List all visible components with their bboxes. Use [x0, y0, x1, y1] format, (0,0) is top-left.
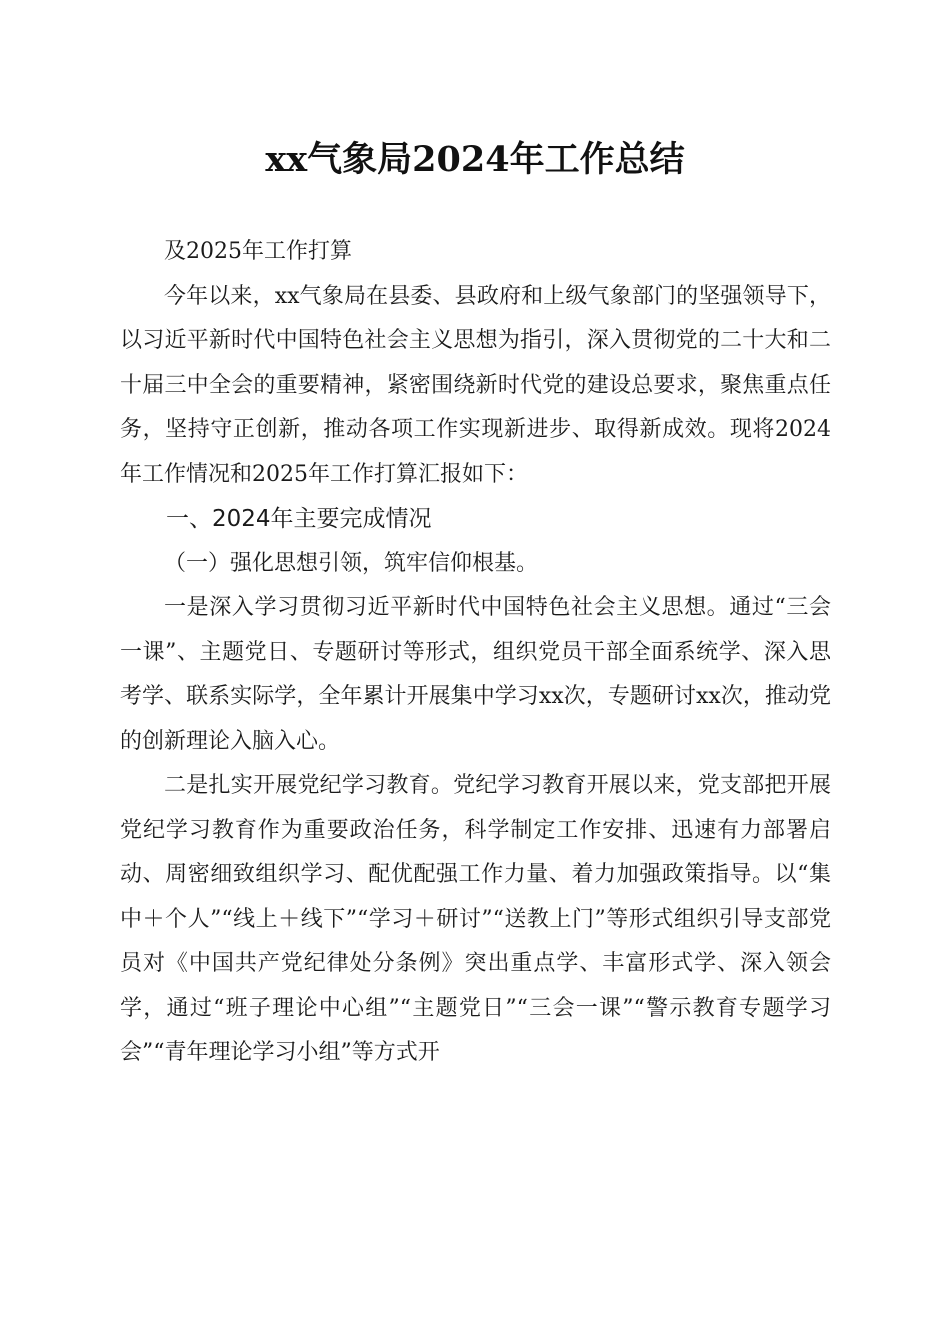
document-title: xx气象局2024年工作总结 — [265, 139, 685, 180]
item-lead-1: 一是深入学习贯彻习近平新时代中国特色社会主义思想。 — [164, 595, 730, 620]
item-paragraph-1 — [120, 586, 831, 764]
document-subtitle: 及2025年工作打算 — [164, 239, 352, 264]
subsection-heading-1: （一）强化思想引领，筑牢信仰根基。 — [164, 550, 539, 576]
item-text-1: 通过“三会一课”、主题党日、专题研讨等形式，组织党员干部全面系统学、深入思考学、联系实际学，全年累计开展集中学习xx次，专题研讨xx次，推动党的创新理论入脑入心。 — [120, 595, 831, 754]
item-text-2: 党纪学习教育开展以来，党支部把开展党纪学习教育作为重要政治任务，科学制定工作安排、迅速有力部署启动、周密细致组织学习、配优配强工作力量、着力加强政策指导。以“集中＋个人”“线上＋线下”“学习＋研讨”“送教上门”等形式组织引导支部党员对《中国共产党纪律处分条例》突出重点学、丰富形式学、深入领会学，通过“班子理论中心组”“主题党日”“三会一课”“警示教育专题学习会”“青年理论学习小组”等方式开 — [120, 773, 831, 1065]
intro-paragraph: 今年以来，xx气象局在县委、县政府和上级气象部门的坚强领导下，以习近平新时代中国特色社会主义思想为指引，深入贯彻党的二十大和二十届三中全会的重要精神，紧密围绕新时代党的建设总要求，聚焦重点任务，坚持守正创新，推动各项工作实现新进步、取得新成效。现将2024年工作情况和2025年工作打算汇报如下： — [120, 283, 831, 487]
item-paragraph-2 — [120, 764, 831, 1076]
document-body — [120, 230, 831, 1076]
section-heading-1: 一、2024年主要完成情况 — [166, 506, 432, 532]
item-lead-2: 二是扎实开展党纪学习教育。 — [164, 773, 454, 798]
